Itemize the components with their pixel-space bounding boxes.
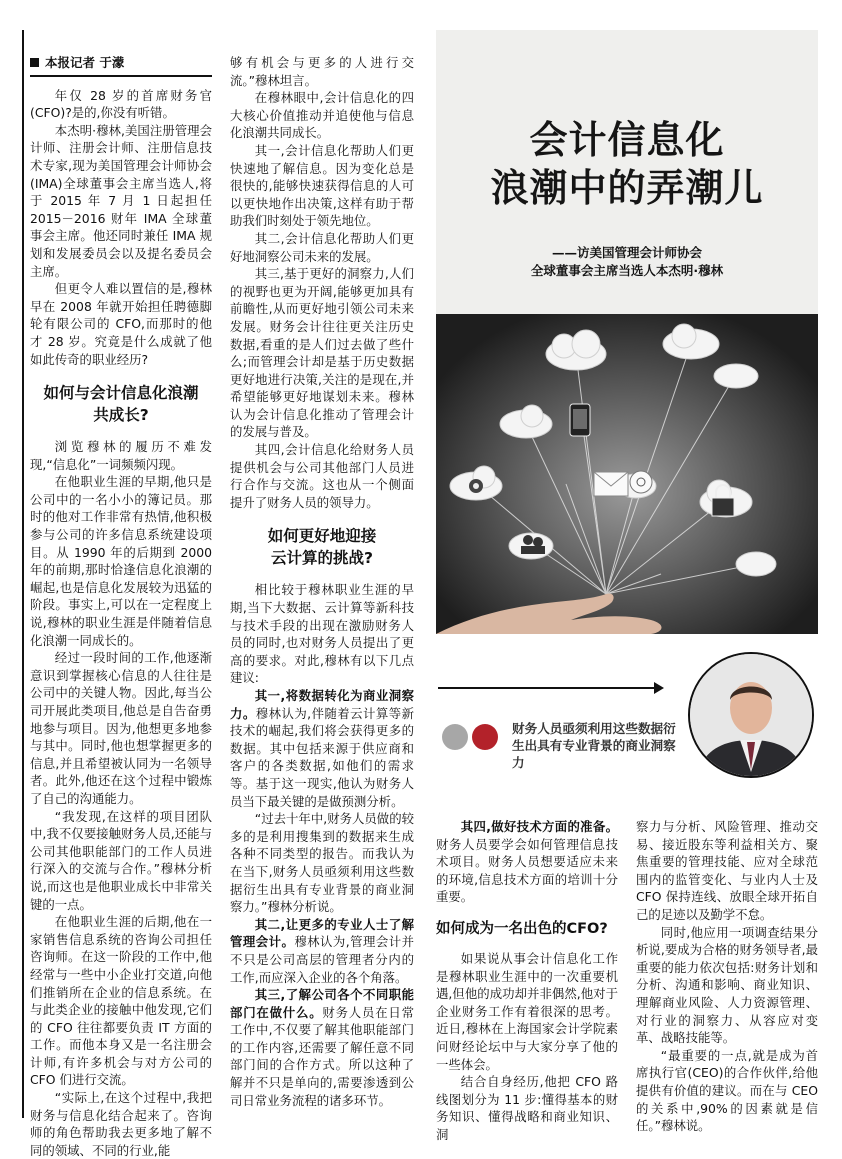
- left-margin-rule: [22, 30, 24, 1118]
- paragraph: “实际上,在这个过程中,我把财务与信息化结合起来了。咨询师的角色帮助我去更多地了解不同的领域、不同的行业,能: [30, 1090, 212, 1158]
- article-column-2: [230, 54, 414, 1109]
- at-sign-icon: [630, 471, 652, 493]
- smartphone-icon: [570, 404, 590, 436]
- cloud-network-icon: [436, 314, 818, 634]
- paragraph: 本杰明·穆林,美国注册管理会计师、注册会计师、注册信息技术专家,现为美国管理会计师协会(IMA)全球董事会主席当选人,将于 2015 年 7 月 1 日起担任 2015－2016 财年 IMA 全球董事会主席。他还同时兼任 IMA 规划和发展委员会以及提名委员会主席。: [30, 122, 212, 279]
- red-dot-icon: [472, 724, 498, 750]
- person-icon: [690, 654, 812, 776]
- paragraph: “我发现,在这样的项目团队中,我不仅要接触财务人员,还能与公司其他职能部门的工作人员进行深入的交流与合作。”穆林分析说,而这也是他职业成长中非常关键的一点。: [30, 808, 212, 912]
- paragraph: 浏览穆林的履历不难发现,“信息化”一词频频闪现。: [30, 439, 212, 472]
- headline-subtitle: ——访美国管理会计师协会 全球董事会主席当选人本杰明·穆林: [530, 245, 724, 278]
- paragraph: 同时,他应用一项调查结果分析说,要成为合格的财务领导者,最重要的能力依次包括:财务计划和分析、沟通和影响、商业知识、理解商业风险、人力资源管理、对行业的洞察力、从容应对变革、战略技能等。: [636, 924, 818, 1046]
- gear-icon: [469, 479, 483, 493]
- paragraph: 其四,做好技术方面的准备。财务人员要学会如何管理信息技术项目。财务人员想要适应未来的环境,信息技术方面的培训十分重要。: [436, 819, 618, 905]
- paragraph: 其二,会计信息化帮助人们更好地洞察公司未来的发展。: [230, 230, 414, 264]
- paragraph: 相比较于穆林职业生涯的早期,当下大数据、云计算等新科技与技术手段的出现在激励财务人员的同时,也对财务人员提出了更高的要求。对此,穆林有以下几点建议:: [230, 582, 414, 686]
- email-icon: [594, 472, 628, 496]
- article-column-4: [636, 818, 818, 1135]
- paragraph: 其三,了解公司各个不同职能部门在做什么。财务人员在日常工作中,不仅要了解其他职能部门的工作内容,还需要了解任意不同部门间的合作方式。所以这种了解并不只是单向的,需要渗透到公司日常业务流程的诸多环节。: [230, 987, 415, 1108]
- portrait-photo: [688, 652, 814, 778]
- headline-panel: [436, 30, 818, 314]
- arrow-line: [438, 687, 656, 689]
- pull-quote: 财务人员亟须利用这些数据衍生出具有专业背景的商业洞察力: [512, 721, 676, 770]
- headline: 会计信息化 浪潮中的弄潮儿: [490, 118, 764, 210]
- paragraph: 结合自身经历,他把 CFO 路线图划分为 11 步:懂得基本的财务知识、懂得战略和商业知识、洞: [436, 1074, 618, 1142]
- paragraph: 其一,将数据转化为商业洞察力。穆林认为,伴随着云计算等新技术的崛起,我们将会获得更多的数据。其中包括来源于供应商和客户的各类数据,如他们的需求等。基于这一现实,他认为财务人员当下最关键的是做预测分析。: [230, 688, 414, 809]
- byline: [30, 54, 212, 77]
- paragraph: 年仅 28 岁的首席财务官(CFO)?是的,你没有听错。: [30, 87, 212, 121]
- paragraph: 在他职业生涯的早期,他只是公司中的一名小小的簿记员。那时的他对工作非常有热情,他积极参与公司的许多信息系统建设项目。从 1990 年的后期到 2000 年的前期,那时恰逢信息化浪潮的崛起,也是信息化发展较为迅猛的阶段。事实上,可以在一定程度上说,穆林的职业生涯是伴随着信息化浪潮一同成长的。: [30, 474, 212, 648]
- article-column-3: [436, 818, 618, 1144]
- subheading-1: 如何与会计信息化浪潮 共成长?: [43, 384, 199, 425]
- paragraph: 其二,让更多的专业人士了解管理会计。穆林认为,管理会计并不只是公司高层的管理者分内的工作,而应深入企业的各个角落。: [230, 916, 414, 985]
- cloud-network-illustration: [436, 314, 818, 634]
- subheading-2: 如何更好地迎接 云计算的挑战?: [267, 527, 377, 568]
- paragraph: 其三,基于更好的洞察力,人们的视野也更为开阔,能够更加具有前瞻性,从而更好地引领公司未来发展。财务会计往往更关注历史数据,看重的是人们过去做了些什么;而管理会计却是基于历史数据更好地进行决策,关注的是现在,并希望能够更好地谋划未来。穆林认为会计信息化推动了管理会计的发展与普及。: [230, 266, 414, 440]
- article-column-1: [30, 54, 212, 1159]
- byline-text: 本报记者 于濛: [45, 55, 125, 70]
- paragraph: 够有机会与更多的人进行交流。”穆林坦言。: [230, 55, 414, 88]
- grey-dot-icon: [442, 724, 468, 750]
- paragraph: 经过一段时间的工作,他逐渐意识到掌握核心信息的人往往是公司中的关键人物。因此,每当公司开展此类项目,他总是自告奋勇地参与项目。因为,他想更多地参与其中。同时,他也想掌握更多的信息,并且希望被认同为一名领导者。此外,他还在这个过程中锻炼了自己的沟通能力。: [30, 650, 212, 806]
- paragraph: 在他职业生涯的后期,他在一家销售信息系统的咨询公司担任咨询师。在这一阶段的工作中,他经常与一些中小企业打交道,向他们推销所在企业的信息系统。在与此类企业的接触中他发现,它们的 CFO 往往都要负责 IT 方面的工作。而他本身又是一名注册会计师,有许多机会与对方公司的 CFO 们进行交流。: [30, 914, 212, 1088]
- arrow-head-icon: [654, 682, 664, 694]
- paragraph: 但更令人难以置信的是,穆林早在 2008 年就开始担任聘德脚轮有限公司的 CFO,而那时的他才 28 岁。究竟是什么成就了他如此传奇的职业经历?: [30, 281, 212, 367]
- square-bullet-icon: [30, 58, 39, 67]
- paragraph: 察力与分析、风险管理、推动交易、接近股东等利益相关方、聚焦重要的管理技能、应对全球范围内的监管变化、与业内人士及 CFO 保持连线、放眼全球开拓自己的足迹以及勤学不怠。: [636, 819, 818, 922]
- paragraph: “最重要的一点,就是成为首席执行官(CEO)的合作伙伴,给他提供有价值的建议。而在与 CEO 的关系中,90%的因素就是信任。”穆林说。: [636, 1047, 818, 1134]
- paragraph: 如果说从事会计信息化工作是穆林职业生涯中的一次重要机遇,但他的成功却并非偶然,他对于企业财务工作有着很深的思考。近日,穆林在上海国家会计学院素问财经论坛中与大家分享了他的一些体会。: [436, 950, 618, 1072]
- subheading-3: 如何成为一名出色的CFO?: [436, 920, 608, 937]
- paragraph: 在穆林眼中,会计信息化的四大核心价值推动并追使他与信息化浪潮共同成长。: [230, 90, 414, 141]
- paragraph: 其一,会计信息化帮助人们更快速地了解信息。因为变化总是很快的,能够快速获得信息的人可以更快地作出决策,这样有助于帮助我们时刻处于领先地位。: [230, 142, 414, 229]
- paragraph: 其四,会计信息化给财务人员提供机会与公司其他部门人员进行合作与交流。这也从一个侧面提升了财务人员的领导力。: [230, 442, 414, 510]
- paragraph: “过去十年中,财务人员做的较多的是利用搜集到的数据来生成各种不同类型的报告。而我认为在当下,财务人员亟须利用这些数据衍生出具有专业背景的商业洞察力。”穆林分析说。: [230, 811, 414, 915]
